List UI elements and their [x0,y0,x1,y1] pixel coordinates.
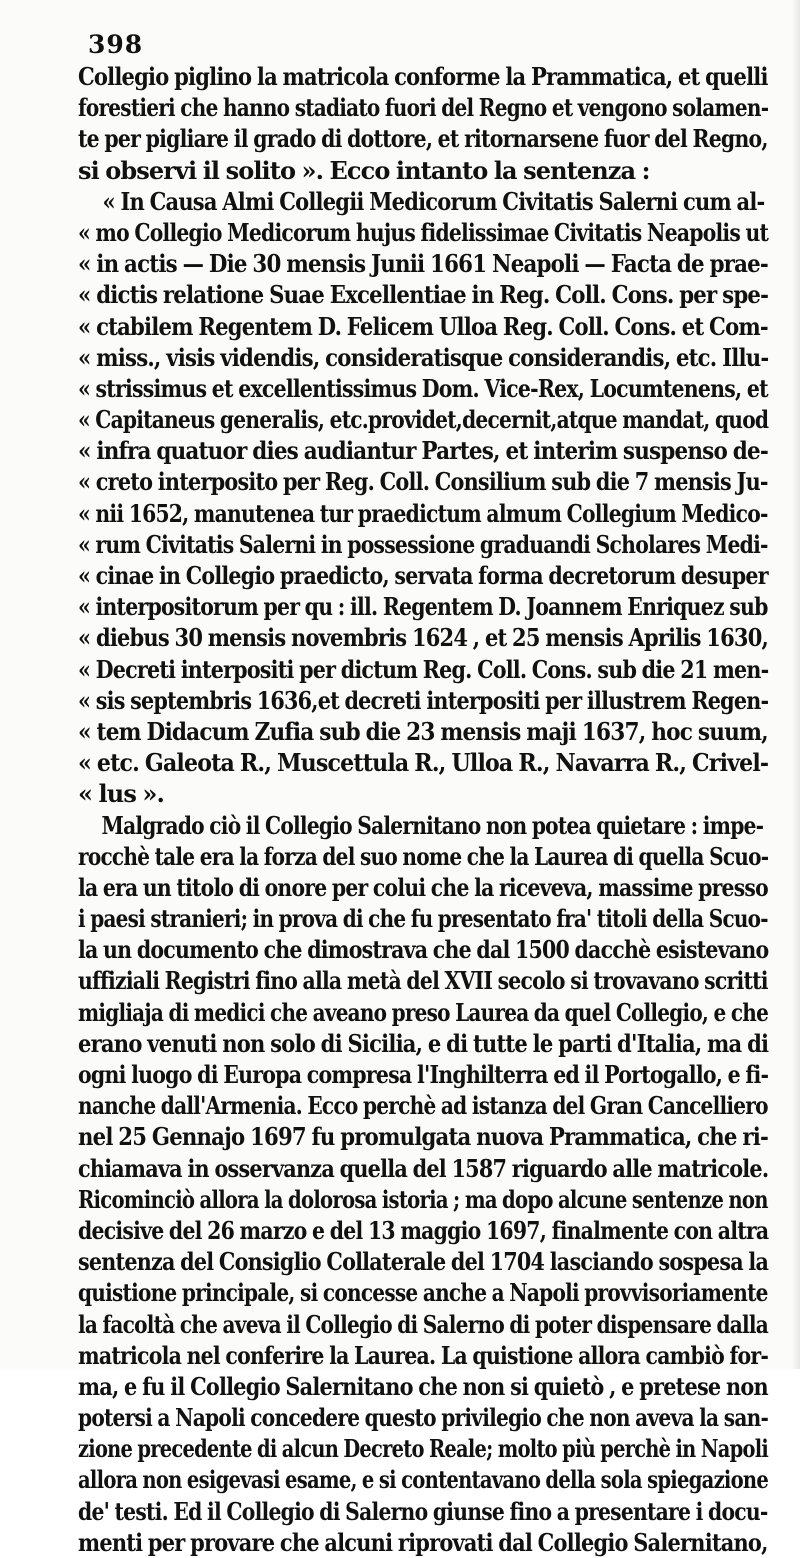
text-line: te per pigliare il grado di dottore, et ritornarsene fuor del Regno, [78,124,768,154]
page-number: 398 [88,30,144,59]
text-line: matricola nel conferire la Laurea. La quistione allora cambiò for- [78,1340,769,1370]
text-line: « Decreti interpositi per dictum Reg. Coll. Cons. sub die 21 men- [78,654,769,684]
text-line: i paesi stranieri; in prova di che fu presentato fra' titoli della Scuo- [78,904,768,934]
text-line: Ricominciò allora la dolorosa istoria ; ma dopo alcune sentenze non [78,1184,768,1214]
page-text [78,61,768,1558]
text-line: « dictis relatione Suae Excellentiae in Reg. Coll. Cons. per spe- [78,280,769,310]
text-line: decisive del 26 marzo e del 13 maggio 1697, finalmente con altra [78,1215,769,1245]
text-line: « tem Didacum Zufia sub die 23 mensis maji 1637, hoc suum, [78,716,768,746]
text-line: « mo Collegio Medicorum hujus fidelissimae Civitatis Neapolis ut [78,217,769,247]
text-line: si observi il solito ». Ecco intanto la sentenza : [78,155,650,185]
text-line: « sis septembris 1636,et decreti interpositi per illustrem Regen- [78,685,769,715]
text-line: sentenza del Consiglio Collaterale del 1704 lasciando sospesa la [78,1247,769,1277]
text-line: allora non esigevasi esame, e si contentavano della sola spiegazione [78,1465,769,1495]
text-line: « In Causa Almi Collegii Medicorum Civitatis Salerni cum al- [102,186,765,216]
text-line: potersi a Napoli concedere questo privilegio che non aveva la san- [78,1403,769,1433]
text-line: zione precedente di alcun Decreto Reale; molto più perchè in Napoli [78,1434,769,1464]
text-line: « miss., visis videndis, consideratisque considerandis, etc. Illu- [78,342,769,372]
text-line: « diebus 30 mensis novembris 1624 , et 25 mensis Aprilis 1630, [78,623,769,653]
text-line: « interpositorum per qu : ill. Regentem D. Joannem Enriquez sub [78,592,768,622]
text-line: « Capitaneus generalis, etc.providet,decernit,atque mandat, quod [78,405,769,435]
text-line: ma, e fu il Collegio Salernitano che non si quietò , e pretese non [78,1371,768,1401]
text-line: de' testi. Ed il Collegio di Salerno giunse fino a presentare i docu- [78,1496,768,1526]
text-line: « ctabilem Regentem D. Felicem Ulloa Reg. Coll. Cons. et Com- [78,311,768,341]
text-line: quistione principale, si concesse anche a Napoli provvisoriamente [78,1278,768,1308]
text-line: forestieri che hanno stadiato fuori del Regno et vengono solamen- [78,93,769,123]
text-line: ogni luogo di Europa compresa l'Inghilterra ed il Portogallo, e fi- [78,1060,769,1089]
text-line: Collegio piglino la matricola conforme la Prammatica, et quelli [78,62,768,91]
text-line: « in actis — Die 30 mensis Junii 1661 Neapoli — Facta de prae- [78,249,769,279]
text-line: uffiziali Registri fino alla metà del XVII secolo si trovavano scritti [78,966,768,996]
text-line: « creto interposito per Reg. Coll. Consilium sub die 7 mensis Ju- [78,467,768,497]
text-line: « lus ». [78,779,164,809]
text-line: chiamava in osservanza quella del 1587 riguardo alle matricole. [78,1153,769,1183]
text-line: la era un titolo di onore per colui che la riceveva, massime presso [78,872,768,902]
text-line: Malgrado ciò il Collegio Salernitano non potea quietare : impe- [101,810,764,840]
text-line: « nii 1652, manutenea tur praedictum almum Collegium Medico- [78,498,768,528]
text-line: nanche dall'Armenia. Ecco perchè ad istanza del Gran Cancelliero [78,1091,768,1121]
text-line: « etc. Galeota R., Muscettula R., Ulloa R., Navarra R., Crivel- [78,748,769,778]
text-line: la un documento che dimostrava che dal 1500 dacchè esistevano [78,935,769,965]
text-line: nel 25 Gennajo 1697 fu promulgata nuova Prammatica, che ri- [78,1122,768,1152]
text-line: erano venuti non solo di Sicilia, e di tutte le parti d'Italia, ma di [78,1028,769,1058]
text-line: « infra quatuor dies audiantur Partes, et interim suspenso de- [78,436,768,466]
text-line: « rum Civitatis Salerni in possessione graduandi Scholares Medi- [78,529,768,559]
text-line: « strissimus et excellentissimus Dom. Vice-Rex, Locumtenens, et [78,373,768,403]
text-line: migliaja di medici che aveano preso Laurea da quel Collegio, e che [78,997,769,1027]
text-line: la facoltà che aveva il Collegio di Salerno di poter dispensare dalla [78,1309,769,1339]
text-line: menti per provare che alcuni riprovati dal Collegio Salernitano, [78,1527,768,1557]
text-line: « cinae in Collegio praedicto, servata forma decretorum desuper [78,561,768,590]
text-line: rocchè tale era la forza del suo nome che la Laurea di quella Scuo- [78,841,769,871]
page-edge-shadow [792,0,800,1369]
